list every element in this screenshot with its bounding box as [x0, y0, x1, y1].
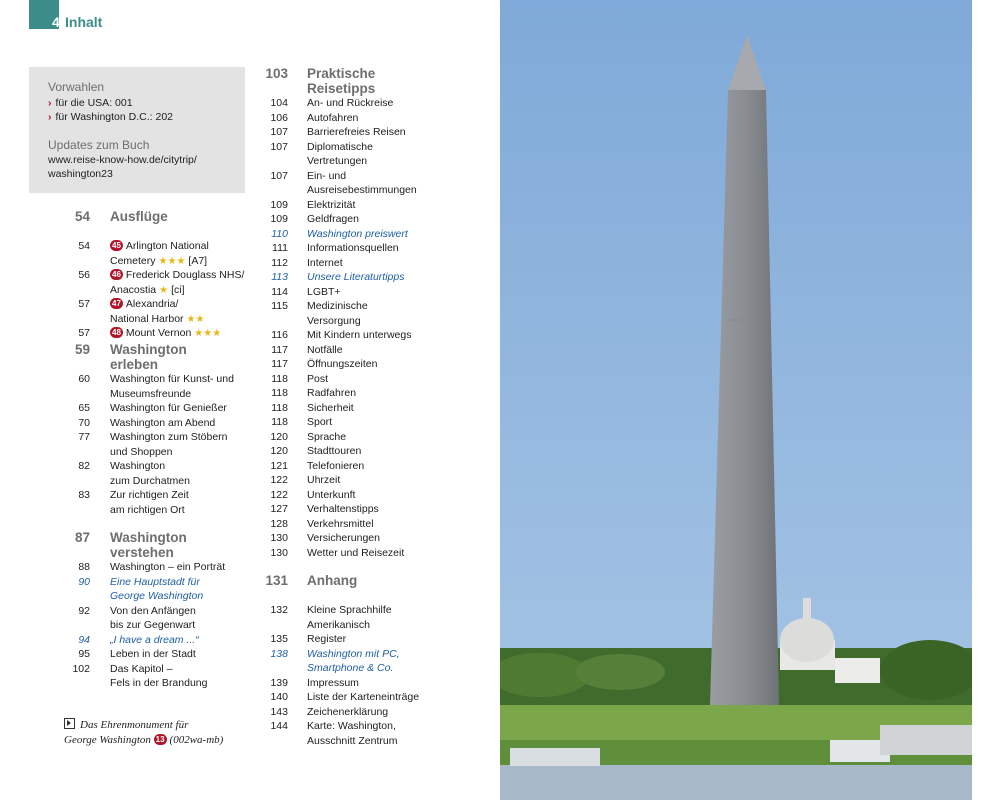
- entry-page-number: 116: [271, 329, 288, 341]
- entry-title-line2: Ausschnitt Zentrum: [307, 734, 398, 747]
- entry-page-number: 82: [78, 460, 90, 472]
- entry-page-number: 121: [270, 459, 288, 472]
- dial-code-usa: › für die USA: 001: [48, 97, 133, 109]
- entry-title-line1: „I have a dream ...“: [110, 633, 199, 646]
- entry-page-number: 104: [270, 97, 288, 109]
- caption-line2: George Washington 13 (002wa-mb): [64, 734, 224, 746]
- dial-code-dc: › für Washington D.C.: 202: [48, 111, 173, 123]
- section-title: Ausflüge: [110, 209, 168, 224]
- map-reference: [A7]: [188, 254, 208, 267]
- entry-title-line1: Leben in der Stadt: [110, 648, 196, 660]
- page-margin: [972, 0, 1000, 800]
- entry-page-number: 122: [270, 488, 288, 501]
- entry-title-line1: Unsere Literaturtipps: [307, 271, 405, 283]
- entry-page-number: 143: [270, 705, 288, 718]
- entry-title-line1: Radfahren: [307, 387, 357, 399]
- entry-page-number: 118: [271, 387, 288, 399]
- entry-page-number: 140: [270, 691, 288, 703]
- sight-number-badge: 48: [112, 328, 121, 337]
- entry-title-line1: Washington zum Stöbern: [110, 431, 228, 443]
- entry-title-line1: Uhrzeit: [307, 474, 341, 486]
- entry-title-line2: und Shoppen: [110, 445, 173, 458]
- entry-title-line1: Medizinische: [307, 300, 368, 312]
- entry-title-line2: Amerikanisch: [307, 618, 371, 631]
- section-title: Washington verstehen: [110, 530, 187, 560]
- entry-page-number: 138: [270, 647, 288, 660]
- entry-page-number: 90: [78, 575, 90, 588]
- updates-url-line2: washington23: [48, 168, 113, 180]
- photo-illustration: [500, 0, 972, 800]
- entry-title-line2: Smartphone & Co.: [307, 662, 394, 674]
- entry-page-number: 115: [271, 300, 288, 312]
- entry-title-line2: National Harbor ★★: [110, 312, 205, 325]
- section-title: Anhang: [307, 573, 358, 588]
- entry-page-number: 77: [78, 431, 90, 443]
- entry-title-line1: Von den Anfängen: [110, 604, 196, 617]
- entry-title-line1: 46 Frederick Douglass NHS/: [112, 269, 245, 281]
- entry-page-number: 65: [78, 402, 90, 414]
- updates-heading: Updates zum Buch: [48, 138, 150, 152]
- page-number: 4: [52, 14, 60, 30]
- entry-page-number: 113: [271, 271, 288, 283]
- entry-title-line1: Kleine Sprachhilfe: [307, 604, 392, 616]
- entry-page-number: 130: [270, 546, 288, 559]
- entry-title-line1: 48 Mount Vernon ★★★: [112, 327, 222, 339]
- entry-page-number: 135: [270, 633, 288, 645]
- entry-page-number: 128: [270, 517, 288, 530]
- entry-title-line1: Barrierefreies Reisen: [307, 126, 406, 138]
- entry-title-line1: Versicherungen: [307, 532, 380, 544]
- vorwahlen-heading: Vorwahlen: [48, 80, 105, 94]
- entry-page-number: 60: [78, 373, 90, 385]
- page-title: Inhalt: [65, 14, 103, 30]
- entry-title-line1: Washington am Abend: [110, 416, 216, 429]
- entry-page-number: 109: [270, 198, 288, 211]
- entry-title-line1: Sport: [307, 416, 333, 428]
- entry-page-number: 83: [78, 489, 90, 501]
- entry-page-number: 106: [270, 111, 288, 124]
- entry-page-number: 117: [271, 358, 288, 370]
- entry-title-line1: Internet: [307, 256, 343, 269]
- entry-title-line2: Vertretungen: [307, 155, 368, 167]
- entry-page-number: 107: [270, 140, 288, 153]
- entry-title-line2: bis zur Gegenwart: [110, 619, 196, 631]
- entry-title-line1: Stadttouren: [307, 445, 362, 457]
- entry-title-line2: Anacostia ★ [ci]: [110, 283, 185, 296]
- rating-stars: ★: [159, 284, 169, 296]
- info-box: [29, 67, 245, 193]
- entry-page-number: 102: [72, 662, 90, 675]
- chevron-right-icon: ›: [48, 111, 52, 123]
- entry-page-number: 92: [78, 604, 90, 617]
- entry-title-line1: Register: [307, 633, 347, 645]
- entry-title-line2: Ausreisebestimmungen: [307, 184, 417, 196]
- entry-page-number: 112: [271, 256, 288, 269]
- entry-title-line1: Diplomatische: [307, 140, 373, 153]
- entry-page-number: 107: [270, 169, 288, 182]
- chevron-right-icon: ›: [48, 97, 52, 109]
- entry-title-line1: Washington mit PC,: [307, 647, 400, 660]
- sight-number-badge: 45: [112, 241, 121, 250]
- rating-stars: ★★★: [158, 255, 186, 267]
- entry-title-line1: Ein- und: [307, 169, 347, 182]
- sight-number-badge: 46: [112, 270, 121, 279]
- entry-title-line1: Washington – ein Porträt: [110, 561, 226, 573]
- entry-title-line1: Autofahren: [307, 111, 359, 124]
- entry-title-line1: Karte: Washington,: [307, 720, 396, 732]
- entry-page-number: 56: [78, 269, 90, 281]
- section-page-number: 131: [265, 573, 288, 588]
- entry-title-line1: Wetter und Reisezeit: [307, 546, 405, 559]
- entry-title-line1: Liste der Karteneinträge: [307, 691, 420, 703]
- entry-page-number: 95: [78, 648, 90, 660]
- entry-page-number: 54: [78, 240, 90, 252]
- entry-page-number: 117: [271, 343, 288, 356]
- entry-page-number: 144: [270, 720, 288, 732]
- section-title: Praktische Reisetipps: [307, 66, 376, 96]
- entry-page-number: 122: [270, 474, 288, 486]
- washington-monument-photo: [500, 0, 972, 800]
- sight-number-badge: 47: [112, 299, 121, 308]
- rating-stars: ★★: [186, 313, 205, 325]
- photo-reference-icon: [64, 718, 75, 729]
- entry-title-line1: Das Kapitol –: [110, 662, 173, 675]
- entry-page-number: 110: [271, 227, 288, 240]
- entry-title-line1: Impressum: [307, 676, 359, 689]
- entry-title-line2: Fels in der Brandung: [110, 677, 208, 689]
- entry-title-line1: 45 Arlington National: [112, 240, 209, 252]
- entry-page-number: 130: [270, 532, 288, 544]
- entry-title-line2: zum Durchatmen: [110, 474, 190, 487]
- entry-title-line2: Museumsfreunde: [110, 387, 192, 400]
- entry-page-number: 94: [78, 633, 90, 646]
- entry-page-number: 132: [270, 604, 288, 616]
- section-title: Washington erleben: [110, 342, 187, 372]
- entry-page-number: 111: [272, 242, 288, 254]
- entry-title-line2: Versorgung: [307, 314, 361, 327]
- entry-title-line1: Informationsquellen: [307, 242, 399, 254]
- photo-caption: [64, 718, 223, 748]
- section-page-number: 103: [265, 66, 288, 81]
- entry-title-line2: Cemetery ★★★ [A7]: [110, 254, 208, 267]
- entry-title-line1: Elektrizität: [307, 198, 356, 211]
- entry-page-number: 127: [270, 503, 288, 515]
- map-reference: [ci]: [171, 283, 185, 296]
- entry-title-line1: Eine Hauptstadt für: [110, 575, 200, 588]
- entry-title-line1: Mit Kindern unterwegs: [307, 329, 412, 341]
- section-page-number: 87: [74, 530, 90, 545]
- section-page-number: 54: [74, 209, 90, 224]
- entry-title-line1: Washington für Genießer: [110, 402, 227, 414]
- entry-page-number: 118: [271, 416, 288, 428]
- entry-page-number: 88: [78, 561, 90, 573]
- entry-page-number: 120: [270, 445, 288, 457]
- entry-title-line1: Geldfragen: [307, 213, 359, 225]
- entry-page-number: 118: [271, 372, 288, 385]
- entry-title-line1: LGBT+: [307, 285, 341, 298]
- entry-title-line1: Washington preiswert: [307, 227, 408, 240]
- entry-title-line1: 47 Alexandria/: [112, 298, 179, 310]
- entry-title-line1: Telefonieren: [307, 459, 365, 472]
- entry-title-line1: Zur richtigen Zeit: [110, 489, 189, 501]
- entry-page-number: 57: [78, 298, 90, 310]
- entry-title-line2: George Washington: [110, 590, 204, 602]
- entry-page-number: 107: [270, 126, 288, 138]
- entry-title-line1: Washington: [110, 460, 166, 472]
- entry-page-number: 57: [78, 327, 90, 339]
- updates-url-line1: www.reise-know-how.de/citytrip/: [48, 154, 197, 166]
- section-page-number: 59: [74, 342, 90, 357]
- entry-page-number: 70: [78, 416, 90, 429]
- entry-title-line1: Notfälle: [307, 343, 343, 356]
- entry-title-line1: Öffnungszeiten: [307, 358, 378, 370]
- entry-title-line2: am richtigen Ort: [110, 503, 185, 516]
- entry-title-line1: Zeichenerklärung: [307, 705, 389, 718]
- entry-title-line1: Verhaltenstipps: [307, 503, 379, 515]
- entry-title-line1: Washington für Kunst- und: [110, 373, 234, 385]
- entry-title-line1: Sprache: [307, 430, 347, 443]
- entry-title-line1: Unterkunft: [307, 488, 356, 501]
- entry-title-line1: Verkehrsmittel: [307, 517, 374, 530]
- entry-page-number: 120: [270, 430, 288, 443]
- entry-page-number: 114: [271, 285, 288, 298]
- entry-title-line1: Post: [307, 372, 329, 385]
- entry-page-number: 109: [270, 213, 288, 225]
- caption-line1: Das Ehrenmonument für: [64, 718, 223, 733]
- entry-page-number: 118: [271, 401, 288, 414]
- entry-page-number: 139: [270, 676, 288, 689]
- entry-title-line1: Sicherheit: [307, 401, 354, 414]
- rating-stars: ★★★: [194, 328, 222, 339]
- entry-title-line1: An- und Rückreise: [307, 97, 394, 109]
- location-badge: 13: [155, 735, 165, 744]
